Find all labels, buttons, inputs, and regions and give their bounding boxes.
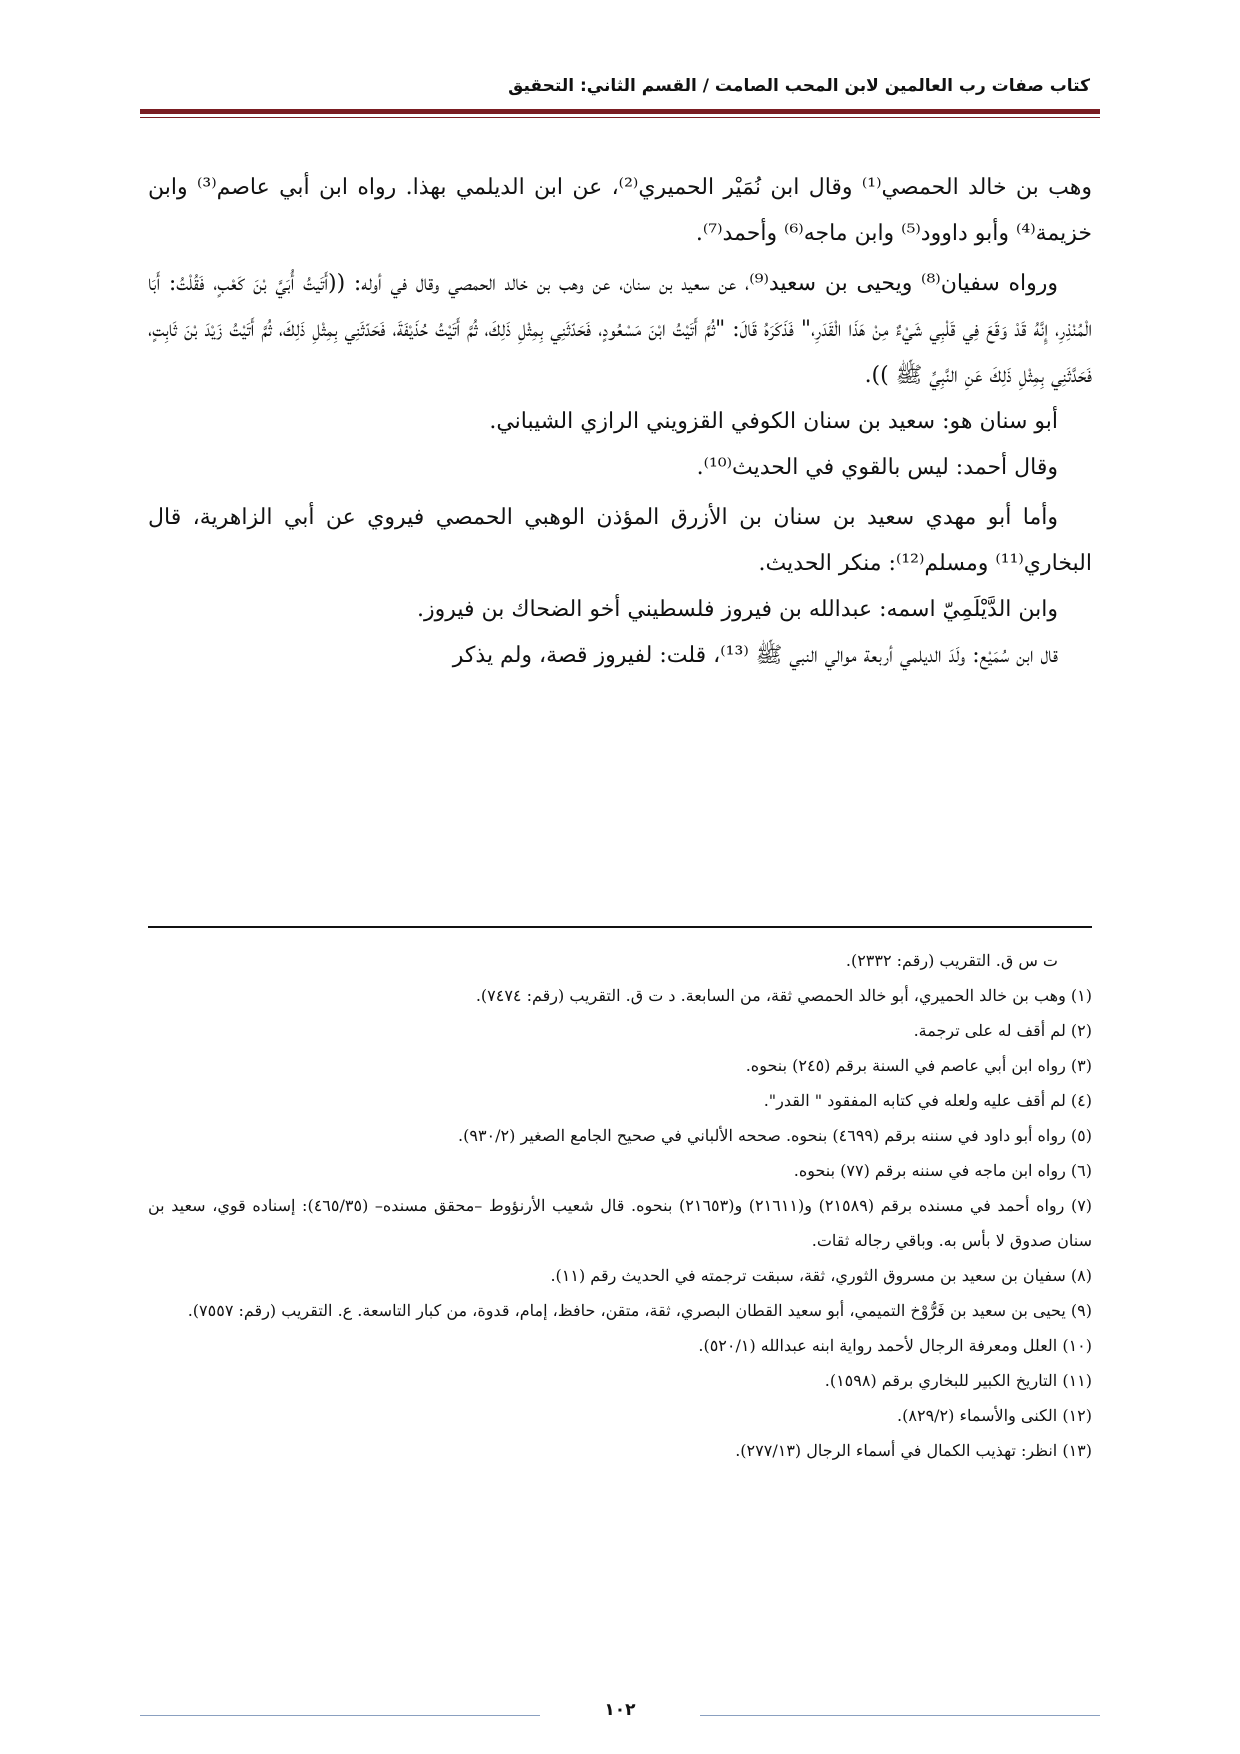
body-paragraph: وقال أحمد: ليس بالقوي في الحديث⁽¹⁰⁾. (696, 455, 1058, 480)
header-rule-thick (140, 109, 1100, 114)
body-paragraph: قال ابن سُمَيْع: ولَدَ الديلمي أربعة موالي النبي ﷺ ⁽¹³⁾، قلت: لفيروز قصة، ولم يذكر (452, 643, 1058, 668)
footnote-item: (١) وهب بن خالد الحميري، أبو خالد الحمصي ثقة، من السابعة. د ت ق. التقريب (رقم: ٧٤٧٤). (475, 986, 1092, 1005)
footnote-item: (٦) رواه ابن ماجه في سننه برقم (٧٧) بنحوه. (793, 1161, 1092, 1180)
footnote-item: (٤) لم أقف عليه ولعله في كتابه المفقود " القدر". (763, 1091, 1092, 1110)
footnote-item: ت س ق. التقريب (رقم: ٢٣٣٢). (845, 951, 1058, 970)
footer-rule-left (140, 1715, 540, 1716)
footnote-item: (٢) لم أقف له على ترجمة. (913, 1021, 1092, 1040)
body-paragraph: وابن الدَّيْلَمِيّ اسمه: عبدالله بن فيروز فلسطيني أخو الضحاك بن فيروز. (417, 597, 1058, 622)
footnote-item: (٧) رواه أحمد في مسنده برقم (٢١٥٨٩) و(٢١٦١١) و(٢١٦٥٣) بنحوه. قال شعيب الأرنؤوط –محقق مسنده– (٤٦٥/٣٥): إسناده قوي، سعيد بن سنان صدوق لا بأس به. وباقي رجاله ثقات. (148, 1196, 1093, 1250)
body-paragraph: وهب بن خالد الحمصي⁽¹⁾ وقال ابن نُمَيْر الحميري⁽²⁾، عن ابن الديلمي بهذا. رواه ابن أبي عاصم⁽³⁾ وابن خزيمة⁽⁴⁾ وأبو داوود⁽⁵⁾ وابن ماجه⁽⁶⁾ وأحمد⁽⁷⁾. (148, 175, 1092, 246)
header-rule-thin (140, 117, 1100, 118)
footnote-item: (١٠) العلل ومعرفة الرجال لأحمد رواية ابنه عبدالله (٥٢٠/١). (698, 1336, 1092, 1355)
footnotes (148, 943, 1092, 1468)
body-paragraph: أبو سنان هو: سعيد بن سنان الكوفي القزويني الرازي الشيباني. (489, 409, 1058, 434)
footnote-item: (١٣) انظر: تهذيب الكمال في أسماء الرجال (٢٧٧/١٣). (735, 1441, 1092, 1460)
footer-rule-right (700, 1715, 1100, 1716)
footnote-separator (148, 926, 1092, 928)
footnote-item: (٨) سفيان بن سعيد بن مسروق الثوري، ثقة، سبقت ترجمته في الحديث رقم (١١). (550, 1266, 1092, 1285)
footnote-item: (٣) رواه ابن أبي عاصم في السنة برقم (٢٤٥) بنحوه. (745, 1056, 1092, 1075)
running-header-title: كتاب صفات رب العالمين لابن المحب الصامت / القسم الثاني: التحقيق (508, 76, 1090, 96)
body-paragraph: ورواه سفيان⁽⁸⁾ ويحيى بن سعيد⁽⁹⁾، عن سعيد بن سنان، عن وهب بن خالد الحمصي وقال في أوله: ((أَتَيتُ أُبَيَّ بْنَ كَعْبٍ، فَقُلْتُ: أَبَا الْمُنْذِرِ، إِنَّهُ قَدْ وَقَعَ فِي قَلْبِي شَيْءٌ مِنْ هَذَا الْقَدَرِ،" فَذَكَرَهُ قَالَ: "ثُمَّ أَتَيْتُ ابْنَ مَسْعُودٍ، فَحَدّثَنِي بِمِثْلِ ذَلِكَ، ثُمَّ أَتَيْتُ حُذَيْفَةَ، فَحَدّثَنِي بِمِثْلِ ذَلِكَ، ثُمَّ أَتَيْتُ زَيْدَ بْنَ ثَابِتٍ، فَحَدَّثَنِي بِمِثْلِ ذَلِكَ عَنِ النَّبِيِّ ﷺ )). (148, 271, 1092, 388)
footnote-item: (١١) التاريخ الكبير للبخاري برقم (١٥٩٨). (824, 1371, 1092, 1390)
footnote-item: (٥) رواه أبو داود في سننه برقم (٤٦٩٩) بنحوه. صححه الألباني في صحيح الجامع الصغير (٩٣٠/٢). (458, 1126, 1092, 1145)
main-text (148, 165, 1092, 679)
page-number: ١٠٢ (604, 1700, 636, 1720)
footnote-item: (١٢) الكنى والأسماء (٨٢٩/٢). (897, 1406, 1092, 1425)
body-paragraph: وأما أبو مهدي سعيد بن سنان بن الأزرق المؤذن الوهبي الحمصي فيروي عن أبي الزاهرية، قال البخاري⁽¹¹⁾ ومسلم⁽¹²⁾: منكر الحديث. (148, 505, 1092, 576)
footnote-item: (٩) يحيى بن سعيد بن فَرُّوْخ التميمي، أبو سعيد القطان البصري، ثقة، متقن، حافظ، إمام، قدوة، من كبار التاسعة. ع. التقريب (رقم: ٧٥٥٧). (187, 1301, 1092, 1320)
